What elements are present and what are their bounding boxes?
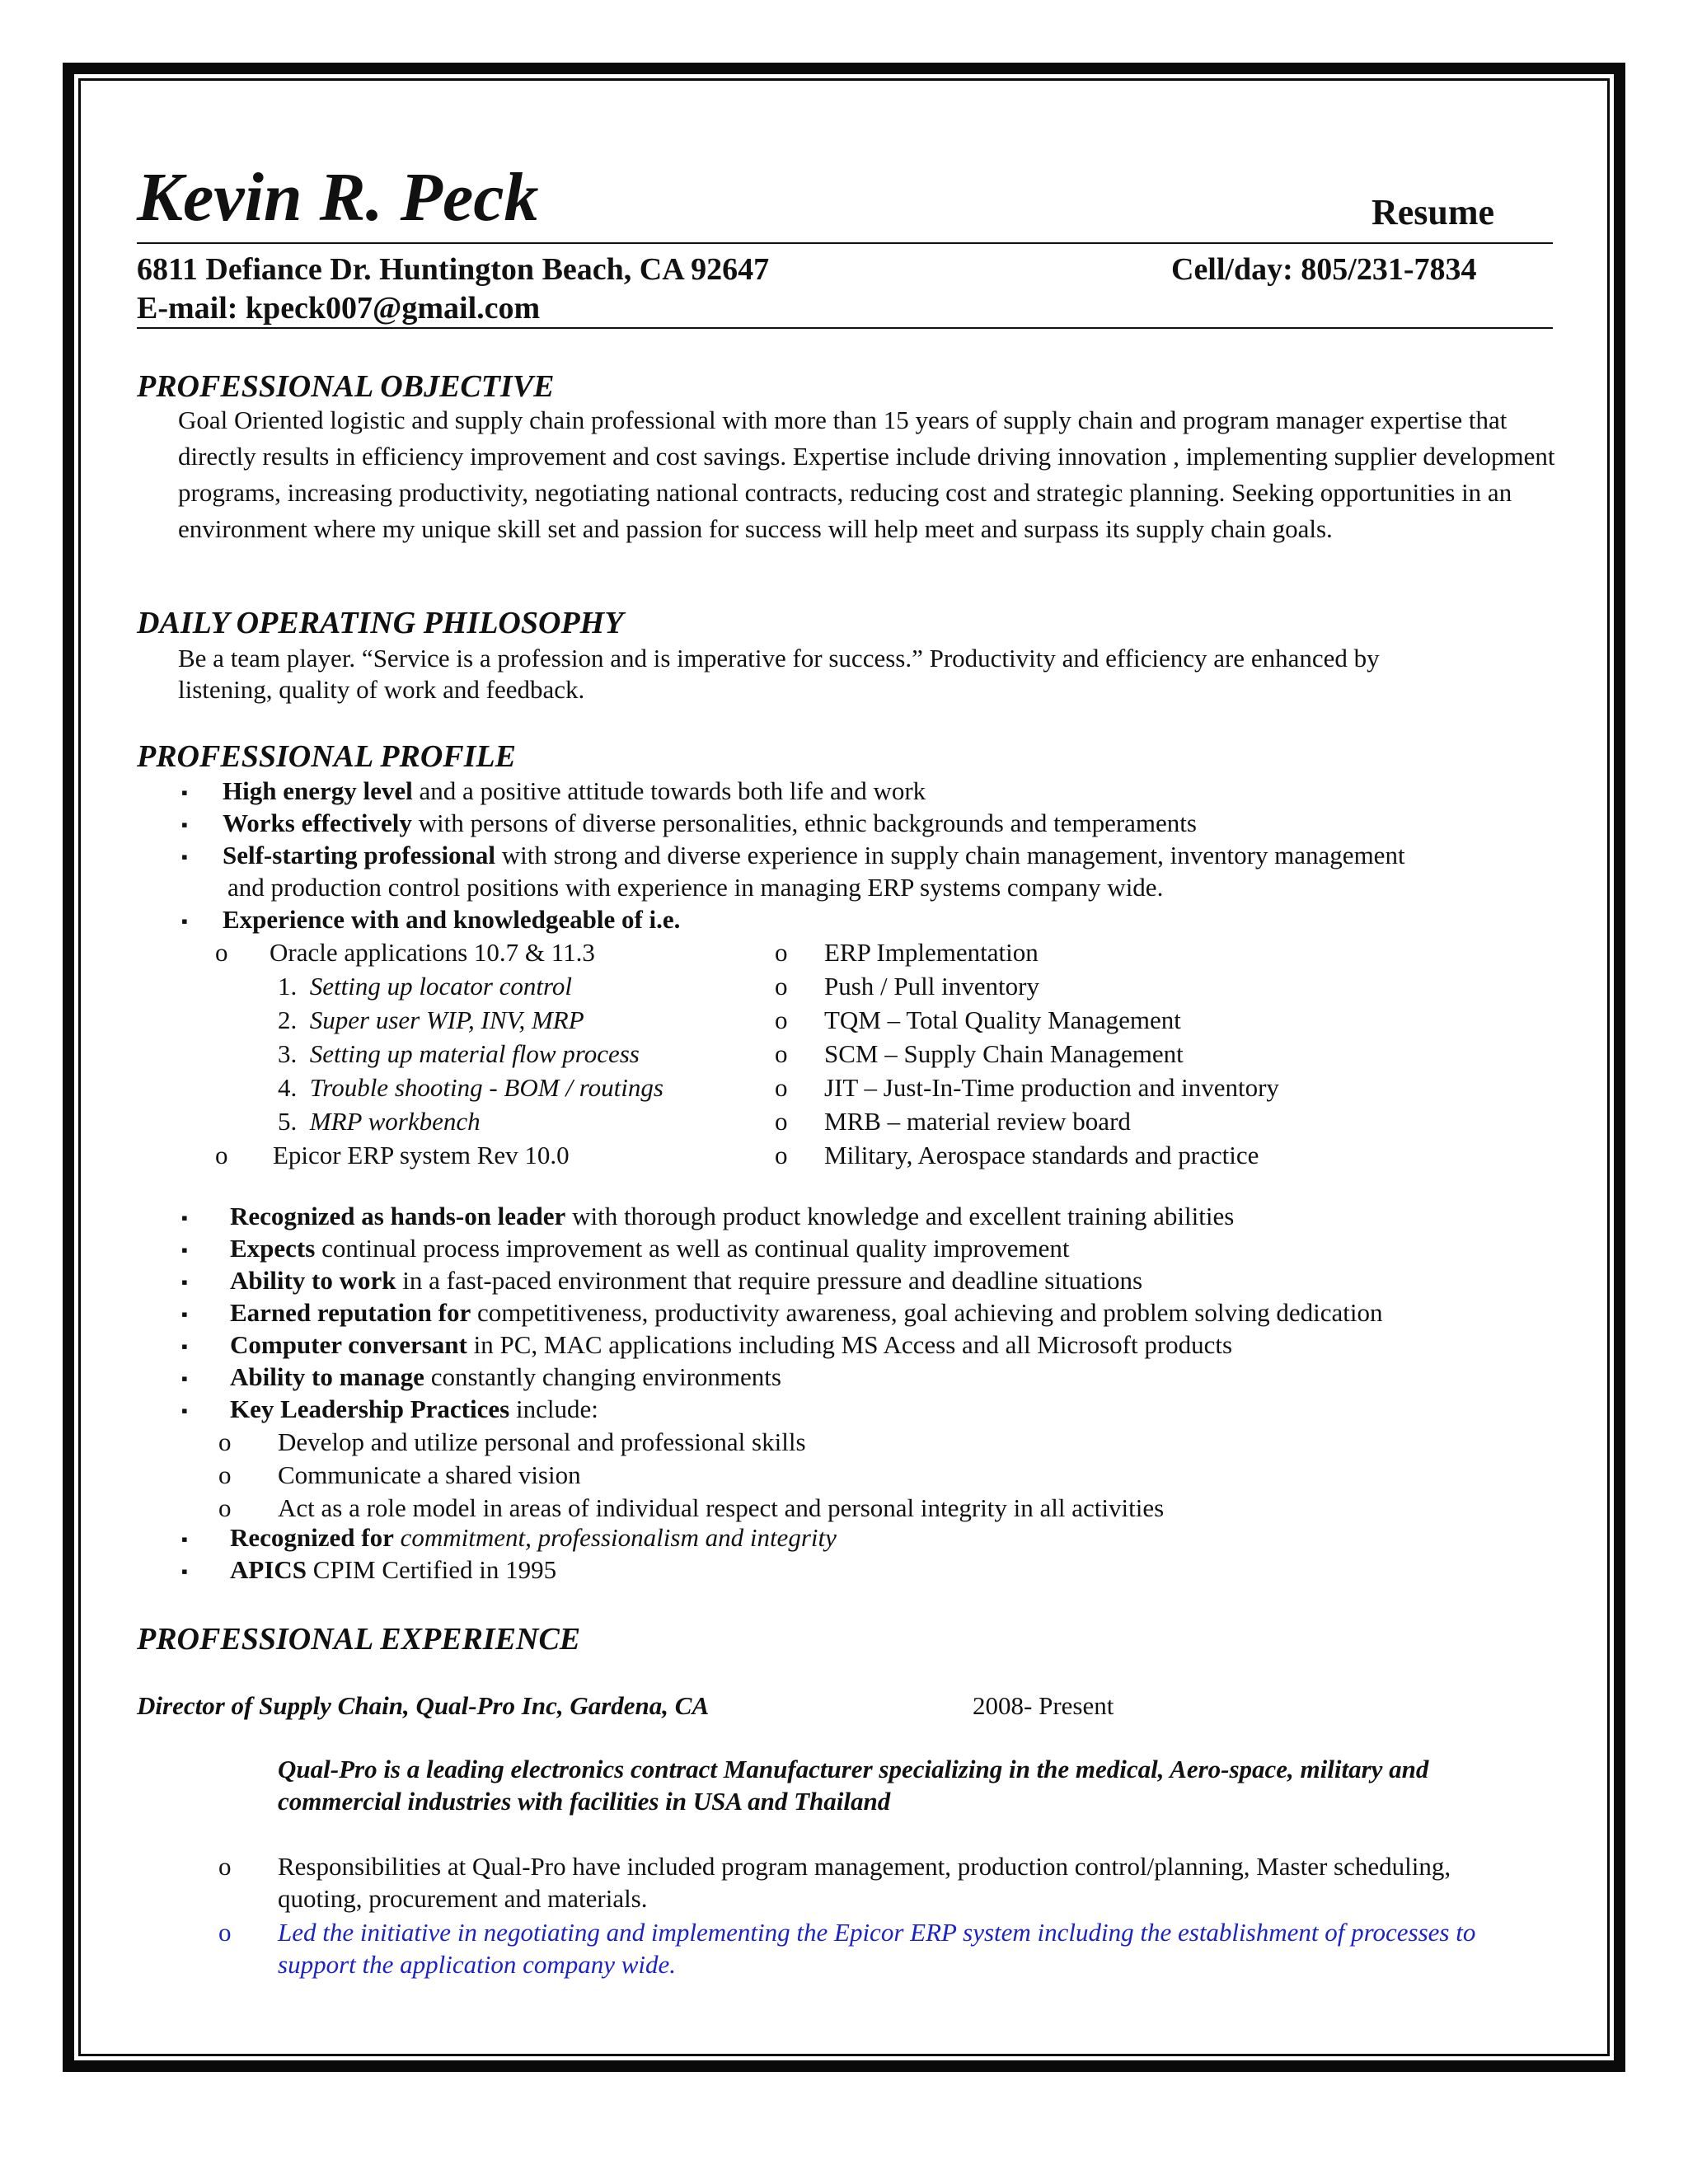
numbered-item: 2. Super user WIP, INV, MRP: [278, 1005, 584, 1034]
bullet-dot: ▪: [181, 1561, 188, 1582]
sub-bullet-marker: o: [775, 1005, 788, 1034]
sub-bullet-marker: o: [215, 938, 228, 967]
sub-bullet-marker: o: [218, 1427, 232, 1456]
company-description: Qual-Pro is a leading electronics contract Manufacturer specializing in the medical, Aero-space, military and: [278, 1755, 1429, 1783]
sub-bullet-marker: o: [215, 1141, 228, 1169]
email: E-mail: kpeck007@gmail.com: [137, 291, 541, 326]
experience-item-epicor: Epicor ERP system Rev 10.0: [273, 1141, 570, 1169]
numbered-item: 4. Trouble shooting - BOM / routings: [278, 1073, 663, 1102]
bullet-dot: ▪: [181, 1529, 188, 1549]
profile-bullet: Computer conversant in PC, MAC applications including MS Access and all Microsoft products: [230, 1330, 1233, 1359]
profile-bullet: Earned reputation for competitiveness, productivity awareness, goal achieving and problem solving dedication: [230, 1298, 1383, 1327]
bullet-dot: ▪: [181, 1400, 188, 1421]
sub-bullet-marker: o: [775, 1073, 788, 1102]
experience-item-right: MRB – material review board: [824, 1107, 1131, 1136]
profile-bullet: Ability to manage constantly changing environments: [230, 1362, 781, 1391]
philosophy-line-2: listening, quality of work and feedback.: [178, 675, 585, 704]
experience-item-right: ERP Implementation: [824, 938, 1039, 967]
sub-bullet-marker: o: [775, 1039, 788, 1068]
responsibility-line: Responsibilities at Qual-Pro have included program management, production control/planning, Master scheduling,: [278, 1852, 1451, 1881]
profile-bullet-continuation: and production control positions with experience in managing ERP systems company wide.: [227, 873, 1164, 902]
numbered-item: 5. MRP workbench: [278, 1107, 481, 1136]
experience-item-right: Military, Aerospace standards and practice: [824, 1141, 1259, 1169]
bullet-dot: ▪: [181, 1368, 188, 1389]
resume-name: Kevin R. Peck: [137, 159, 539, 236]
header-rule-bottom: [137, 327, 1553, 329]
numbered-item: 1. Setting up locator control: [278, 972, 573, 1001]
experience-item-right: SCM – Supply Chain Management: [824, 1039, 1184, 1068]
address: 6811 Defiance Dr. Huntington Beach, CA 92647: [137, 252, 770, 287]
profile-bullet: Self-starting professional with strong and diverse experience in supply chain management, inventory management: [223, 841, 1405, 869]
profile-bullet: Key Leadership Practices include:: [230, 1394, 598, 1423]
philosophy-line-1: Be a team player. “Service is a profession and is imperative for success.” Productivity and efficiency are enhanced by: [178, 644, 1380, 673]
bullet-dot: ▪: [181, 1336, 188, 1357]
section-heading-objective: PROFESSIONAL OBJECTIVE: [137, 369, 555, 404]
sub-bullet-marker: o: [218, 1493, 232, 1522]
numbered-item: 3. Setting up material flow process: [278, 1039, 640, 1068]
leadership-item: Communicate a shared vision: [278, 1460, 581, 1489]
leadership-item: Develop and utilize personal and professional skills: [278, 1427, 806, 1456]
bullet-dot: ▪: [181, 1304, 188, 1324]
profile-bullet: High energy level and a positive attitude towards both life and work: [223, 776, 926, 805]
sub-bullet-marker: o: [218, 1918, 232, 1947]
section-heading-experience: PROFESSIONAL EXPERIENCE: [137, 1622, 581, 1657]
bullet-dot: ▪: [181, 1272, 188, 1292]
bullet-dot: ▪: [181, 911, 188, 931]
experience-item-oracle: Oracle applications 10.7 & 11.3: [270, 938, 595, 967]
profile-bullet: Recognized as hands-on leader with thorough product knowledge and excellent training abilities: [230, 1202, 1235, 1230]
responsibility-highlight: support the application company wide.: [278, 1950, 677, 1979]
bullet-dot: ▪: [181, 1207, 188, 1228]
section-heading-philosophy: DAILY OPERATING PHILOSOPHY: [137, 606, 624, 640]
header-rule-top: [137, 242, 1553, 244]
sub-bullet-marker: o: [775, 1141, 788, 1169]
bullet-dot: ▪: [181, 1240, 188, 1260]
experience-item-right: JIT – Just-In-Time production and inventory: [824, 1073, 1279, 1102]
profile-bullet: Ability to work in a fast-paced environment that require pressure and deadline situations: [230, 1266, 1143, 1295]
bullet-dot: ▪: [181, 814, 188, 835]
responsibility-highlight: Led the initiative in negotiating and implementing the Epicor ERP system including the establishment of processes to: [278, 1918, 1476, 1947]
phone: Cell/day: 805/231-7834: [1171, 252, 1477, 287]
sub-bullet-marker: o: [218, 1852, 232, 1881]
profile-bullet: Recognized for commitment, professionalism and integrity: [230, 1523, 837, 1552]
company-description: commercial industries with facilities in USA and Thailand: [278, 1787, 891, 1816]
job-title: Director of Supply Chain, Qual-Pro Inc, Gardena, CA: [137, 1691, 710, 1720]
profile-bullet: Works effectively with persons of diverse personalities, ethnic backgrounds and temperaments: [223, 808, 1197, 837]
sub-bullet-marker: o: [775, 938, 788, 967]
sub-bullet-marker: o: [775, 972, 788, 1001]
objective-text: Goal Oriented logistic and supply chain professional with more than 15 years of supply chain and program manager expertise that directly results in efficiency improvement and cost savings. Expertise include driving innovation , implementing supplier development programs, increasing productivity, negotiating national contracts, reducing cost and strategic planning. Seeking opportunities in an environment where my unique skill set and passion for success will help meet and surpass its supply chain goals.: [178, 405, 1555, 543]
profile-bullet: APICS CPIM Certified in 1995: [230, 1555, 557, 1584]
sub-bullet-marker: o: [775, 1107, 788, 1136]
bullet-dot: ▪: [181, 782, 188, 803]
sub-bullet-marker: o: [218, 1460, 232, 1489]
profile-bullet: Expects continual process improvement as well as continual quality improvement: [230, 1234, 1070, 1263]
responsibility-line: quoting, procurement and materials.: [278, 1884, 648, 1913]
section-heading-profile: PROFESSIONAL PROFILE: [137, 739, 516, 774]
job-dates: 2008- Present: [973, 1691, 1114, 1720]
resume-label: Resume: [1372, 192, 1495, 232]
profile-bullet: Experience with and knowledgeable of i.e.: [223, 905, 681, 934]
experience-item-right: Push / Pull inventory: [824, 972, 1039, 1001]
leadership-item: Act as a role model in areas of individual respect and personal integrity in all activities: [278, 1493, 1165, 1522]
bullet-dot: ▪: [181, 846, 188, 867]
experience-item-right: TQM – Total Quality Management: [824, 1005, 1181, 1034]
